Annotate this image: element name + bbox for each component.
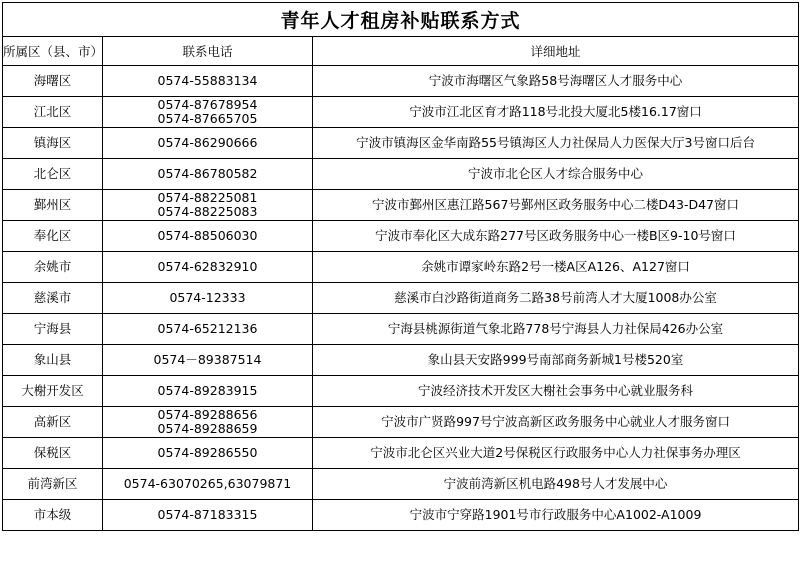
table-row <box>3 407 799 438</box>
phone-number: 0574-62832910 <box>157 259 258 274</box>
phone-cell <box>103 252 313 283</box>
district-cell: 宁海县 <box>3 314 103 345</box>
table-row <box>3 469 799 500</box>
phone-number: 0574-86780582 <box>157 166 258 181</box>
address-cell: 宁波市奉化区大成东路277号区政务服务中心一楼B区9-10号窗口 <box>313 221 799 252</box>
phone-number: 0574-89288656 <box>157 407 258 422</box>
phone-cell <box>103 345 313 376</box>
district-cell: 高新区 <box>3 407 103 438</box>
phone-cell <box>103 438 313 469</box>
address-cell: 宁波市鄞州区惠江路567号鄞州区政务服务中心二楼D43-D47窗口 <box>313 190 799 221</box>
header-phone: 联系电话 <box>103 37 313 66</box>
address-cell: 宁波市镇海区金华南路55号镇海区人力社保局人力医保大厅3号窗口后台 <box>313 128 799 159</box>
phone-number: 0574-65212136 <box>157 321 258 336</box>
table-row <box>3 252 799 283</box>
phone-cell <box>103 314 313 345</box>
table-row <box>3 376 799 407</box>
contact-sheet <box>2 2 798 531</box>
page-title: 青年人才租房补贴联系方式 <box>3 3 799 37</box>
phone-number: 0574-87678954 <box>157 97 258 112</box>
phone-cell <box>103 128 313 159</box>
header-row <box>3 37 799 66</box>
table-row <box>3 345 799 376</box>
title-row <box>3 3 799 37</box>
address-cell: 余姚市谭家岭东路2号一楼A区A126、A127窗口 <box>313 252 799 283</box>
district-cell: 市本级 <box>3 500 103 531</box>
district-cell: 前湾新区 <box>3 469 103 500</box>
address-cell: 宁波市广贤路997号宁波高新区政务服务中心就业人才服务窗口 <box>313 407 799 438</box>
table-row <box>3 438 799 469</box>
phone-number: 0574-87183315 <box>157 507 258 522</box>
address-cell: 宁海县桃源街道气象北路778号宁海县人力社保局426办公室 <box>313 314 799 345</box>
phone-cell <box>103 66 313 97</box>
district-cell: 海曙区 <box>3 66 103 97</box>
address-cell: 宁波市江北区育才路118号北投大厦北5楼16.17窗口 <box>313 97 799 128</box>
address-cell: 象山县天安路999号南部商务新城1号楼520室 <box>313 345 799 376</box>
table-row <box>3 283 799 314</box>
table-row <box>3 190 799 221</box>
district-cell: 江北区 <box>3 97 103 128</box>
phone-number: 0574-88225081 <box>157 190 258 205</box>
address-cell: 宁波市海曙区气象路58号海曙区人才服务中心 <box>313 66 799 97</box>
phone-number: 0574-88225083 <box>157 204 258 219</box>
address-cell: 宁波前湾新区机电路498号人才发展中心 <box>313 469 799 500</box>
phone-cell <box>103 376 313 407</box>
table-row <box>3 159 799 190</box>
phone-number: 0574-89288659 <box>157 421 258 436</box>
phone-cell <box>103 500 313 531</box>
district-cell: 大榭开发区 <box>3 376 103 407</box>
district-cell: 鄞州区 <box>3 190 103 221</box>
phone-number: 0574-87665705 <box>157 111 258 126</box>
phone-cell <box>103 469 313 500</box>
phone-number: 0574-88506030 <box>157 228 258 243</box>
phone-number: 0574-55883134 <box>157 73 258 88</box>
district-cell: 象山县 <box>3 345 103 376</box>
address-cell: 宁波市北仑区兴业大道2号保税区行政服务中心人力社保事务办理区 <box>313 438 799 469</box>
table-row <box>3 97 799 128</box>
phone-number: 0574－89387514 <box>153 352 262 367</box>
district-cell: 镇海区 <box>3 128 103 159</box>
table-row <box>3 66 799 97</box>
header-district: 所属区（县、市） <box>3 37 103 66</box>
district-cell: 慈溪市 <box>3 283 103 314</box>
phone-number: 0574-86290666 <box>157 135 258 150</box>
phone-cell <box>103 221 313 252</box>
contact-table <box>2 2 799 531</box>
phone-number: 0574-12333 <box>169 290 246 305</box>
phone-number: 0574-89286550 <box>157 445 258 460</box>
address-cell: 宁波市北仑区人才综合服务中心 <box>313 159 799 190</box>
district-cell: 北仑区 <box>3 159 103 190</box>
district-cell: 奉化区 <box>3 221 103 252</box>
district-cell: 保税区 <box>3 438 103 469</box>
phone-cell <box>103 407 313 438</box>
table-row <box>3 500 799 531</box>
address-cell: 宁波市宁穿路1901号市行政服务中心A1002-A1009 <box>313 500 799 531</box>
address-cell: 慈溪市白沙路街道商务二路38号前湾人才大厦1008办公室 <box>313 283 799 314</box>
table-row <box>3 314 799 345</box>
phone-cell <box>103 283 313 314</box>
phone-cell <box>103 190 313 221</box>
phone-number: 0574-89283915 <box>157 383 258 398</box>
table-row <box>3 128 799 159</box>
address-cell: 宁波经济技术开发区大榭社会事务中心就业服务科 <box>313 376 799 407</box>
header-address: 详细地址 <box>313 37 799 66</box>
phone-cell <box>103 97 313 128</box>
table-row <box>3 221 799 252</box>
district-cell: 余姚市 <box>3 252 103 283</box>
phone-number: 0574-63070265,63079871 <box>123 476 292 491</box>
phone-cell <box>103 159 313 190</box>
